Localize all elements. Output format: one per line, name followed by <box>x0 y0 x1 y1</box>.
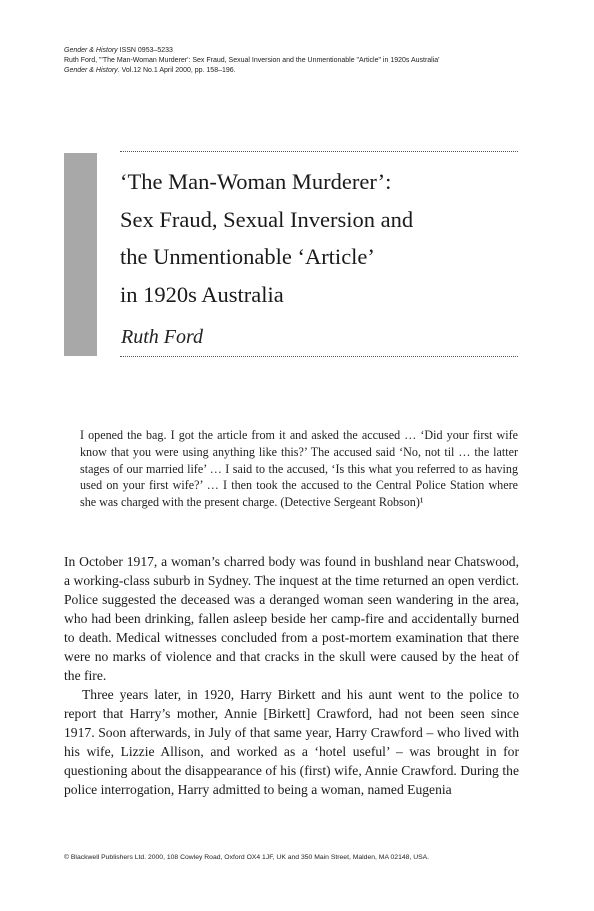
title-line-3: the Unmentionable ‘Article’ <box>120 244 375 269</box>
decorative-grey-bar <box>64 153 97 356</box>
title-line-4: in 1920s Australia <box>120 281 284 307</box>
article-title <box>120 163 520 313</box>
header-line-1 <box>64 46 534 56</box>
paragraph-1: In October 1917, a woman’s charred body was found in bushland near Chatswood, a working-class suburb in Sydney. The inquest at the time returned an open verdict. Police suggested the deceased was a deranged woman seen wandering in the area, who had been drinking, fallen asleep beside her camp-fire and accidentally burned to death. Medical witnesses concluded from a post-mortem examination that there were no marks of violence and that cracks in the skull were caused by the heat of the fire. <box>64 554 519 683</box>
issn: ISSN 0953–5233 <box>117 47 173 54</box>
journal-name: Gender & History <box>64 47 118 54</box>
top-dotted-rule <box>120 151 518 152</box>
author-name: Ruth Ford <box>121 326 204 348</box>
header-line-2: Ruth Ford, "'The Man-Woman Murderer': Sex Fraud, Sexual Inversion and the Unmentionable "Article" in 1920s Australia' <box>64 57 440 64</box>
header-line-3 <box>64 66 534 76</box>
body-text <box>64 552 519 799</box>
title-line-2: Sex Fraud, Sexual Inversion and <box>120 206 414 232</box>
title-line-1: ‘The Man-Woman Murderer’: <box>120 169 392 194</box>
running-header <box>64 46 534 76</box>
journal-name-2: Gender & History <box>64 67 118 74</box>
paragraph-2: Three years later, in 1920, Harry Birkett and his aunt went to the police to report that Harry’s mother, Annie [Birkett] Crawford, had not been seen since 1917. Soon afterwards, in July of that same year, Harry Crawford – who lived with his wife, Lizzie Allison, and worked as a ‘hotel useful’ – was brought in for questioning about the disappearance of his (first) wife, Annie Crawford. During the police interrogation, Harry admitted to being a woman, named Eugenia <box>64 687 519 797</box>
copyright-footer: © Blackwell Publishers Ltd. 2000, 108 Cowley Road, Oxford OX4 1JF, UK and 350 Main Street, Malden, MA 02148, USA. <box>64 854 430 861</box>
volume-info: . Vol.12 No.1 April 2000, pp. 158–196. <box>117 67 236 74</box>
epigraph-quote: I opened the bag. I got the article from it and asked the accused … ‘Did your first wife know that you were using anything like this?’ The accused said ‘No, not til … the latter stages of our married life’ … I said to the accused, ‘Is this what you referred to as having used on your first wife?’ … I then took the accused to the Central Police Station where she was charged with the present charge. (Detective Sergeant Robson)¹ <box>80 428 518 510</box>
bottom-dotted-rule <box>120 356 518 357</box>
